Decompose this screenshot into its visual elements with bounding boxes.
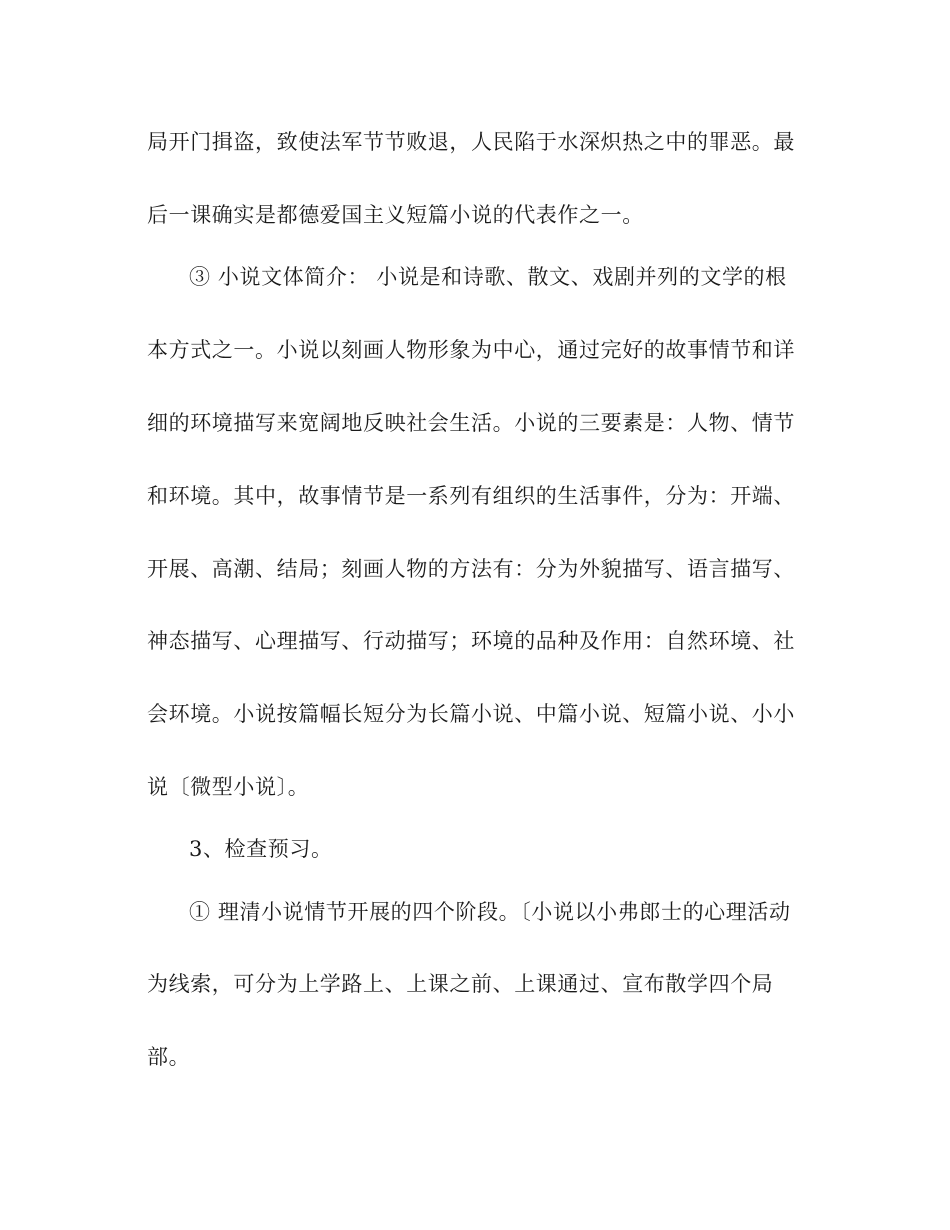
- text-line: ③ 小说文体简介： 小说是和诗歌、散文、戏剧并列的文学的根: [189, 265, 787, 289]
- text-line: 后一课确实是都德爱国主义短篇小说的代表作之一。: [147, 203, 644, 227]
- text-line: 神态描写、心理描写、行动描写；环境的品种及作用：自然环境、社: [147, 629, 795, 653]
- text-line: 部。: [147, 1045, 191, 1069]
- text-line: 局开门揖盗，致使法军节节败退，人民陷于水深炽热之中的罪恶。最: [147, 130, 795, 154]
- text-line: 为线索，可分为上学路上、上课之前、上课通过、宣布散学四个局: [147, 972, 774, 996]
- text-line: ① 理清小说情节开展的四个阶段。〔小说以小弗郎士的心理活动: [189, 900, 791, 924]
- text-line: 本方式之一。小说以刻画人物形象为中心，通过完好的故事情节和详: [147, 338, 795, 362]
- text-line: 3、检查预习。: [189, 837, 333, 861]
- text-line: 说〔微型小说〕。: [147, 775, 310, 799]
- text-line: 开展、高潮、结局；刻画人物的方法有：分为外貌描写、语言描写、: [147, 557, 795, 581]
- text-line: 会环境。小说按篇幅长短分为长篇小说、中篇小说、短篇小说、小小: [147, 702, 795, 726]
- text-line: 细的环境描写来宽阔地反映社会生活。小说的三要素是：人物、情节: [147, 411, 795, 435]
- text-line: 和环境。其中，故事情节是一系列有组织的生活事件，分为：开端、: [147, 484, 795, 508]
